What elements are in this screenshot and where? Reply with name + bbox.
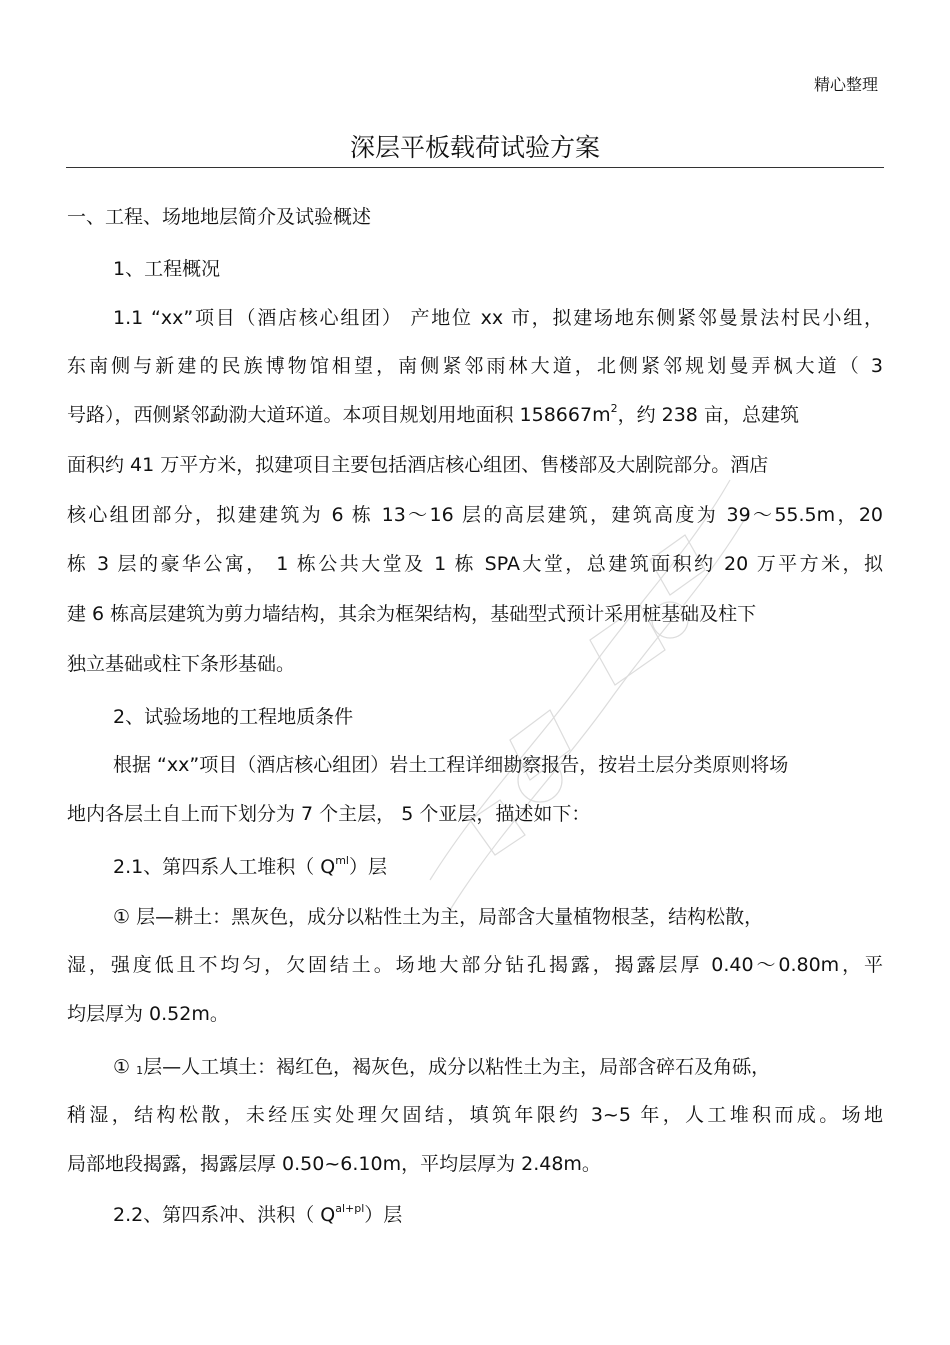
text-run: 2.2、第四系冲、洪积（ Q <box>113 1204 336 1226</box>
text-run: ）层 <box>349 856 388 878</box>
subsection-heading-1: 1、工程概况 <box>113 258 221 280</box>
paragraph-line: 局部地段揭露，揭露层厚 0.50~6.10m，平均层厚为 2.48m。 <box>67 1153 601 1175</box>
text-run: ① <box>113 1056 131 1078</box>
header-note: 精心整理 <box>813 75 878 94</box>
title-divider <box>66 167 884 168</box>
subsection-heading-2-2 <box>113 1203 883 1227</box>
paragraph-line: 湿，强度低且不均匀，欠固结土。场地大部分钻孔揭露，揭露层厚 0.40～0.80m，平 <box>67 954 883 976</box>
superscript: 2 <box>610 402 618 415</box>
paragraph-line: 均层厚为 0.52m。 <box>67 1003 229 1025</box>
paragraph-line: 东南侧与新建的民族博物馆相望，南侧紧邻雨林大道，北侧紧邻规划曼弄枫大道（ 3 <box>67 355 883 377</box>
text-run: 2.1、第四系人工堆积（ Q <box>113 856 336 878</box>
superscript: al+pl <box>335 1202 365 1215</box>
subsection-heading-2-1 <box>113 855 883 879</box>
text-run: ）层 <box>364 1204 403 1226</box>
subsection-heading-2: 2、试验场地的工程地质条件 <box>113 706 354 728</box>
paragraph-line: 建 6 栋高层建筑为剪力墙结构，其余为框架结构，基础型式预计采用桩基础及柱下 <box>67 603 757 625</box>
paragraph-line: ① 层—耕土：黑灰色，成分以粘性土为主，局部含大量植物根茎，结构松散， <box>113 906 764 928</box>
paragraph-line: 地内各层土自上而下划分为 7 个主层， 5 个亚层，描述如下： <box>67 803 591 825</box>
paragraph-line: 根据 “xx”项目（酒店核心组团）岩土工程详细勘察报告，按岩土层分类原则将场 <box>113 754 789 776</box>
superscript: ml <box>335 854 349 867</box>
text-run: 号路），西侧紧邻勐泐大道环道。本项目规划用地面积 158667m <box>67 404 611 426</box>
paragraph-line: 独立基础或柱下条形基础。 <box>67 653 296 675</box>
paragraph-line: 稍湿，结构松散，未经压实处理欠固结，填筑年限约 3~5 年，人工堆积而成。场地 <box>67 1104 883 1126</box>
text-run: 层—人工填土：褐红色，褐灰色，成分以粘性土为主，局部含碎石及角砾， <box>143 1056 771 1078</box>
paragraph-line: 核心组团部分，拟建建筑为 6 栋 13～16 层的高层建筑，建筑高度为 39～55.5m，20 <box>67 504 883 526</box>
paragraph-line: 栋 3 层的豪华公寓， 1 栋公共大堂及 1 栋 SPA大堂，总建筑面积约 20 万平方米，拟 <box>67 553 883 575</box>
paragraph-line: 1.1 “xx”项目（酒店核心组团） 产地位 xx 市，拟建场地东侧紧邻曼景法村民小组， <box>113 307 883 329</box>
paragraph-line: 面积约 41 万平方米，拟建项目主要包括酒店核心组团、售楼部及大剧院部分。酒店 <box>67 454 769 476</box>
paragraph-line <box>113 1055 883 1079</box>
subscript: 1 <box>136 1064 144 1077</box>
document-title: 深层平板载荷试验方案 <box>349 133 600 162</box>
paragraph-line <box>67 403 883 427</box>
section-heading-1: 一、工程、场地地层简介及试验概述 <box>67 206 372 228</box>
text-run: ，约 238 亩，总建筑 <box>617 404 799 426</box>
